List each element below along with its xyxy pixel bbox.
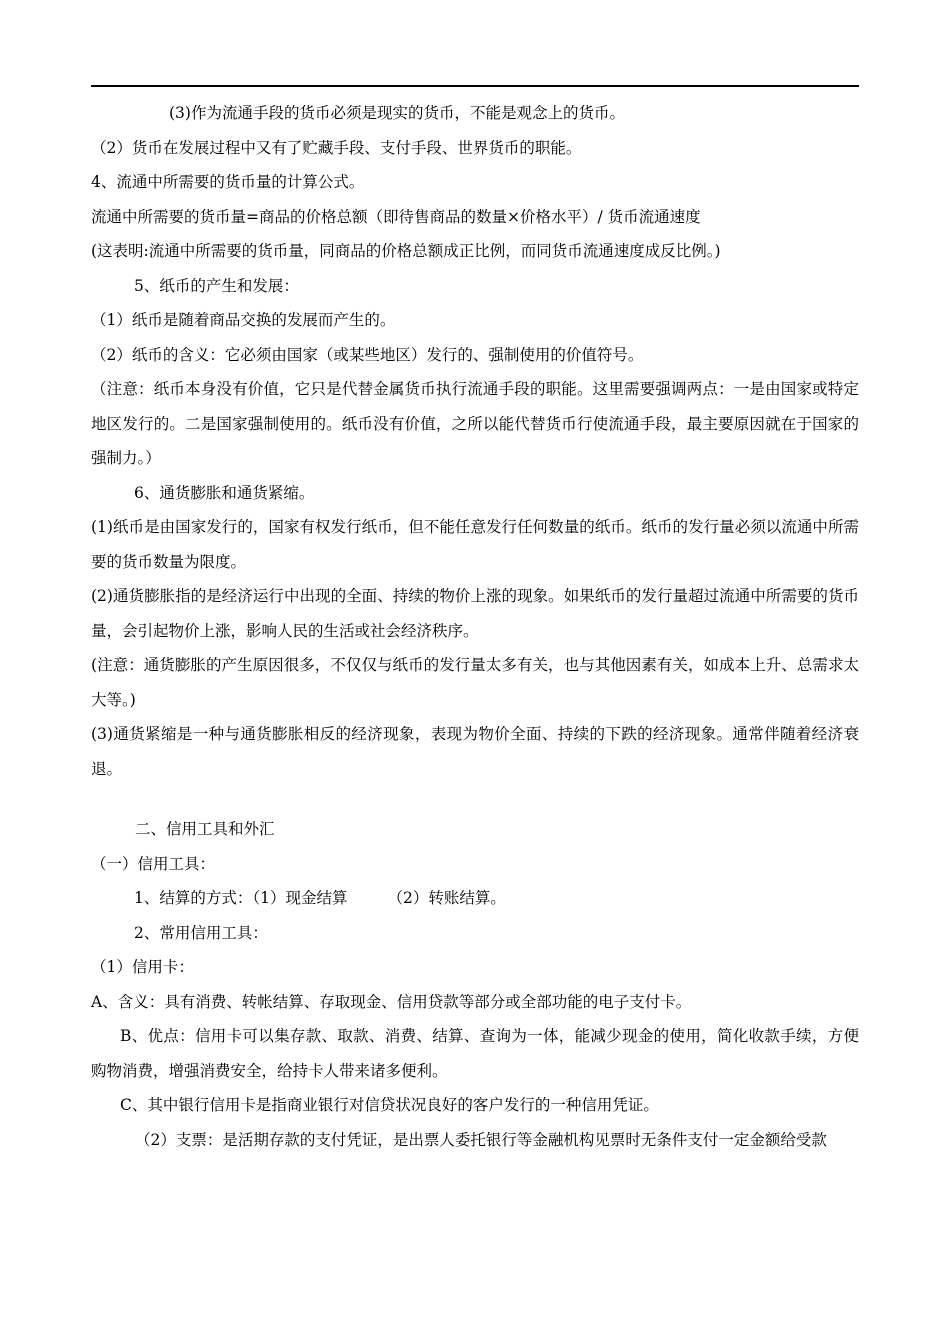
- text-line: C、其中银行信用卡是指商业银行对信贷状况良好的客户发行的一种信用凭证。: [120, 1096, 659, 1114]
- settlement-transfer: （2）转账结算。: [387, 889, 506, 907]
- text-line: （2）货币在发展过程中又有了贮藏手段、支付手段、世界货币的职能。: [91, 138, 582, 157]
- text-line: （2）纸币的含义：它必须由国家（或某些地区）发行的、强制使用的价值符号。: [91, 345, 644, 364]
- text-paragraph: (3)通货紧缩是一种与通货膨胀相反的经济现象，表现为物价全面、持续的下跌的经济现象。通常伴随着经济衰退。: [91, 725, 859, 778]
- section-heading: （一）信用工具：: [91, 854, 216, 873]
- note-paragraph: （注意：纸币本身没有价值，它只是代替金属货币执行流通手段的职能。这里需要强调两点：一是由国家或特定地区发行的。二是国家强制使用的。纸币没有价值，之所以能代替货币行使流通手段，最主要原因就在于国家的强制力。）: [91, 380, 859, 467]
- text-line: （1）纸币是随着商品交换的发展而产生的。: [91, 311, 396, 329]
- text-paragraph: (1)纸币是由国家发行的，国家有权发行纸币，但不能任意发行任何数量的纸币。纸币的发行量必须以流通中所需要的货币数量为限度。: [91, 518, 859, 571]
- settlement-cash: 1、结算的方式：（1）现金结算: [134, 889, 348, 907]
- text-line: （2）支票：是活期存款的支付凭证，是出票人委托银行等金融机构见票时无条件支付一定金额给受款: [135, 1130, 827, 1149]
- text-line: [91, 881, 859, 916]
- section-heading: 5、纸币的产生和发展：: [134, 276, 299, 295]
- text-line: (3)作为流通手段的货币必须是现实的货币，不能是观念上的货币。: [169, 104, 625, 122]
- note-paragraph: (注意：通货膨胀的产生原因很多，不仅仅与纸币的发行量太多有关，也与其他因素有关，如成本上升、总需求太大等。): [91, 656, 859, 709]
- header-rule: [91, 85, 859, 87]
- text-line: (这表明:流通中所需要的货币量，同商品的价格总额成正比例，而同货币流通速度成反比例。): [91, 242, 721, 260]
- text-paragraph: B、优点：信用卡可以集存款、取款、消费、结算、查询为一体，能减少现金的使用，简化收款手续，方便购物消费，增强消费安全，给持卡人带来诸多便利。: [91, 1027, 859, 1080]
- spacer: [91, 786, 859, 812]
- section-heading: （1）信用卡：: [91, 958, 194, 976]
- document-body: [91, 96, 859, 1157]
- section-heading: 4、流通中所需要的货币量的计算公式。: [91, 173, 365, 191]
- text-paragraph: (2)通货膨胀指的是经济运行中出现的全面、持续的物价上涨的现象。如果纸币的发行量超过流通中所需要的货币量，会引起物价上涨，影响人民的生活或社会经济秩序。: [91, 587, 859, 640]
- chapter-heading: 二、信用工具和外汇: [135, 820, 275, 838]
- formula-line: 流通中所需要的货币量=商品的价格总额（即待售商品的数量×价格水平）/ 货币流通速度: [91, 207, 701, 226]
- text-line: A、含义：具有消费、转帐结算、存取现金、信用贷款等部分或全部功能的电子支付卡。: [91, 992, 692, 1011]
- section-heading: 6、通货膨胀和通货紧缩。: [134, 483, 315, 502]
- section-heading: 2、常用信用工具：: [134, 923, 268, 942]
